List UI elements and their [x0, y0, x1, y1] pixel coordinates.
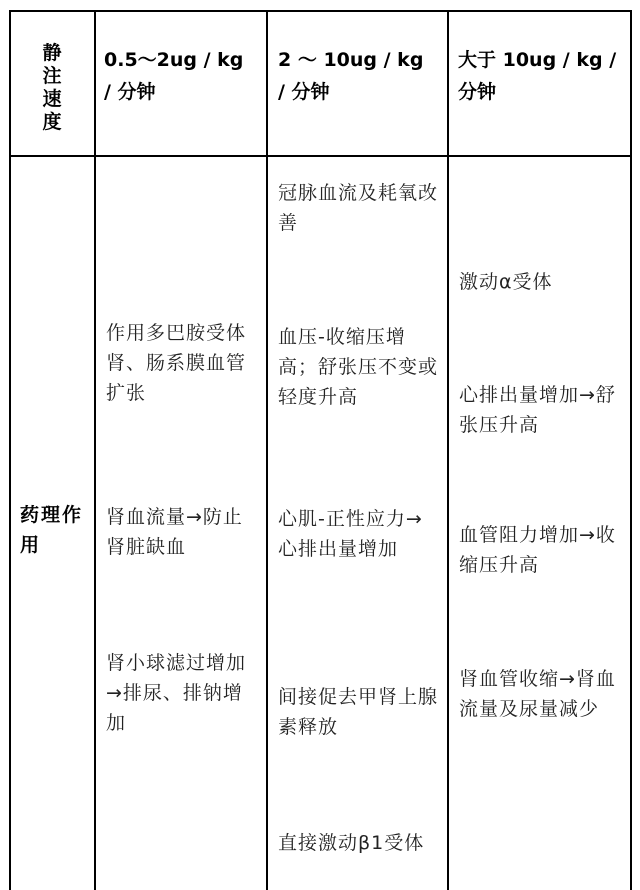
effect-high-vascular-resistance: 血管阻力增加→收缩压升高	[459, 524, 616, 576]
effect-low-dopamine-receptor: 作用多巴胺受体肾、肠系膜血管扩张	[106, 322, 247, 404]
effect-high-cardiac-output: 心排出量增加→舒张压升高	[459, 384, 616, 436]
header-dose-high: 大于 10ug / kg / 分钟	[458, 49, 617, 103]
effect-high-alpha-receptor: 激动α受体	[459, 271, 553, 293]
column-divider-3	[447, 10, 449, 890]
header-divider	[9, 155, 631, 157]
effect-mid-blood-pressure: 血压-收缩压增高；舒张压不变或轻度升高	[278, 326, 439, 408]
column-divider-2	[266, 10, 268, 890]
effect-low-glomerular-filtration: 肾小球滤过增加→排尿、排钠增加	[106, 652, 247, 734]
column-divider-1	[94, 10, 96, 890]
header-dose-low: 0.5～2ug / kg / 分钟	[104, 49, 244, 103]
effect-low-renal-flow: 肾血流量→防止肾脏缺血	[106, 506, 243, 558]
effect-mid-coronary-flow: 冠脉血流及耗氧改善	[278, 182, 439, 234]
effect-mid-beta1: 直接激动β1受体	[278, 832, 425, 854]
table-border-right	[630, 10, 632, 890]
effect-high-renal-vasoconstriction: 肾血管收缩→肾血流量及尿量减少	[459, 668, 616, 720]
row-label-pharmacology: 药理作用	[20, 504, 84, 556]
header-dose-mid: 2 ～ 10ug / kg / 分钟	[278, 49, 424, 103]
table-border-top	[9, 10, 631, 12]
header-speed-label: 静注速度	[42, 42, 62, 133]
effect-mid-myocardium: 心肌-正性应力→心排出量增加	[278, 508, 423, 560]
effect-mid-norepinephrine: 间接促去甲肾上腺素释放	[278, 686, 439, 738]
table-border-left	[9, 10, 11, 890]
